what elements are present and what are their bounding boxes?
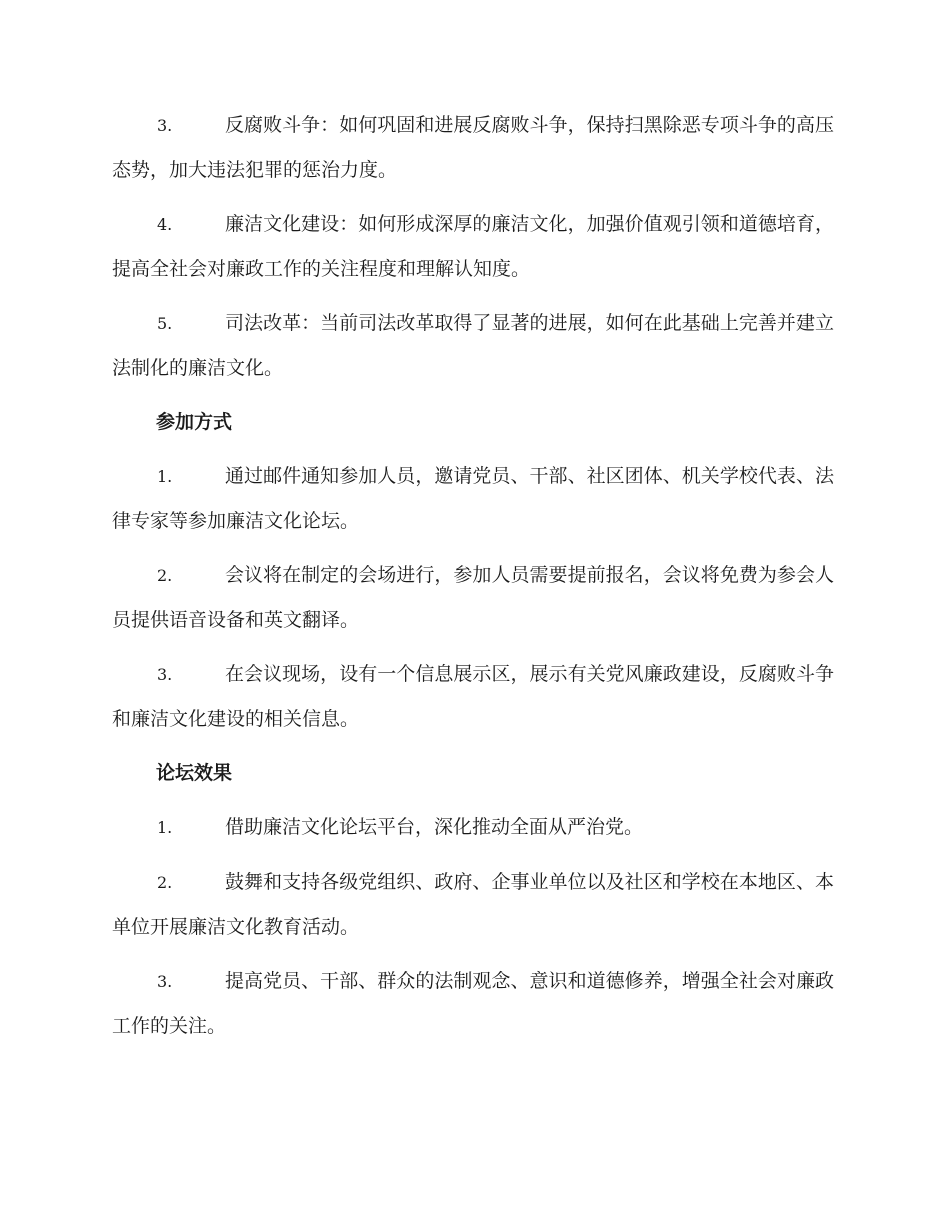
list-item (112, 805, 834, 850)
list-item-number: 3. (157, 665, 173, 684)
section-heading: 论坛效果 (156, 762, 233, 784)
list-item (112, 202, 834, 291)
section-participation (112, 400, 834, 741)
list-item-number: 2. (157, 873, 173, 892)
list-item-text: 司法改革：当前司法改革取得了显著的进展，如何在此基础上完善并建立法制化的廉洁文化。 (112, 312, 834, 379)
list-item (112, 301, 834, 390)
list-item-number: 5. (157, 314, 173, 333)
section-topics (112, 103, 834, 390)
section-heading: 参加方式 (156, 411, 233, 433)
list-item-text: 会议将在制定的会场进行，参加人员需要提前报名，会议将免费为参会人员提供语音设备和英文翻译。 (112, 564, 834, 631)
list-item-text: 在会议现场，设有一个信息展示区，展示有关党风廉政建设，反腐败斗争和廉洁文化建设的相关信息。 (112, 663, 834, 730)
list-item-text: 鼓舞和支持各级党组织、政府、企事业单位以及社区和学校在本地区、本单位开展廉洁文化教育活动。 (112, 871, 834, 938)
list-item (112, 103, 834, 192)
list-item-number: 3. (157, 972, 173, 991)
section-effects (112, 751, 834, 1048)
list-item-number: 3. (157, 116, 173, 135)
list-item-number: 1. (157, 467, 173, 486)
list-item-number: 4. (157, 215, 173, 234)
list-item (112, 454, 834, 543)
list-item (112, 553, 834, 642)
list-item (112, 959, 834, 1048)
document-body (112, 103, 834, 1058)
list-item-text: 通过邮件通知参加人员，邀请党员、干部、社区团体、机关学校代表、法律专家等参加廉洁文化论坛。 (112, 465, 834, 532)
list-item-text: 反腐败斗争：如何巩固和进展反腐败斗争，保持扫黑除恶专项斗争的高压态势，加大违法犯罪的惩治力度。 (112, 114, 834, 181)
list-item (112, 652, 834, 741)
list-item-number: 1. (157, 818, 173, 837)
list-item-text: 廉洁文化建设：如何形成深厚的廉洁文化，加强价值观引领和道德培育，提高全社会对廉政工作的关注程度和理解认知度。 (112, 213, 834, 280)
list-item-text: 提高党员、干部、群众的法制观念、意识和道德修养，增强全社会对廉政工作的关注。 (112, 970, 834, 1037)
list-item-number: 2. (157, 566, 173, 585)
list-item-text: 借助廉洁文化论坛平台，深化推动全面从严治党。 (225, 816, 644, 838)
list-item (112, 860, 834, 949)
